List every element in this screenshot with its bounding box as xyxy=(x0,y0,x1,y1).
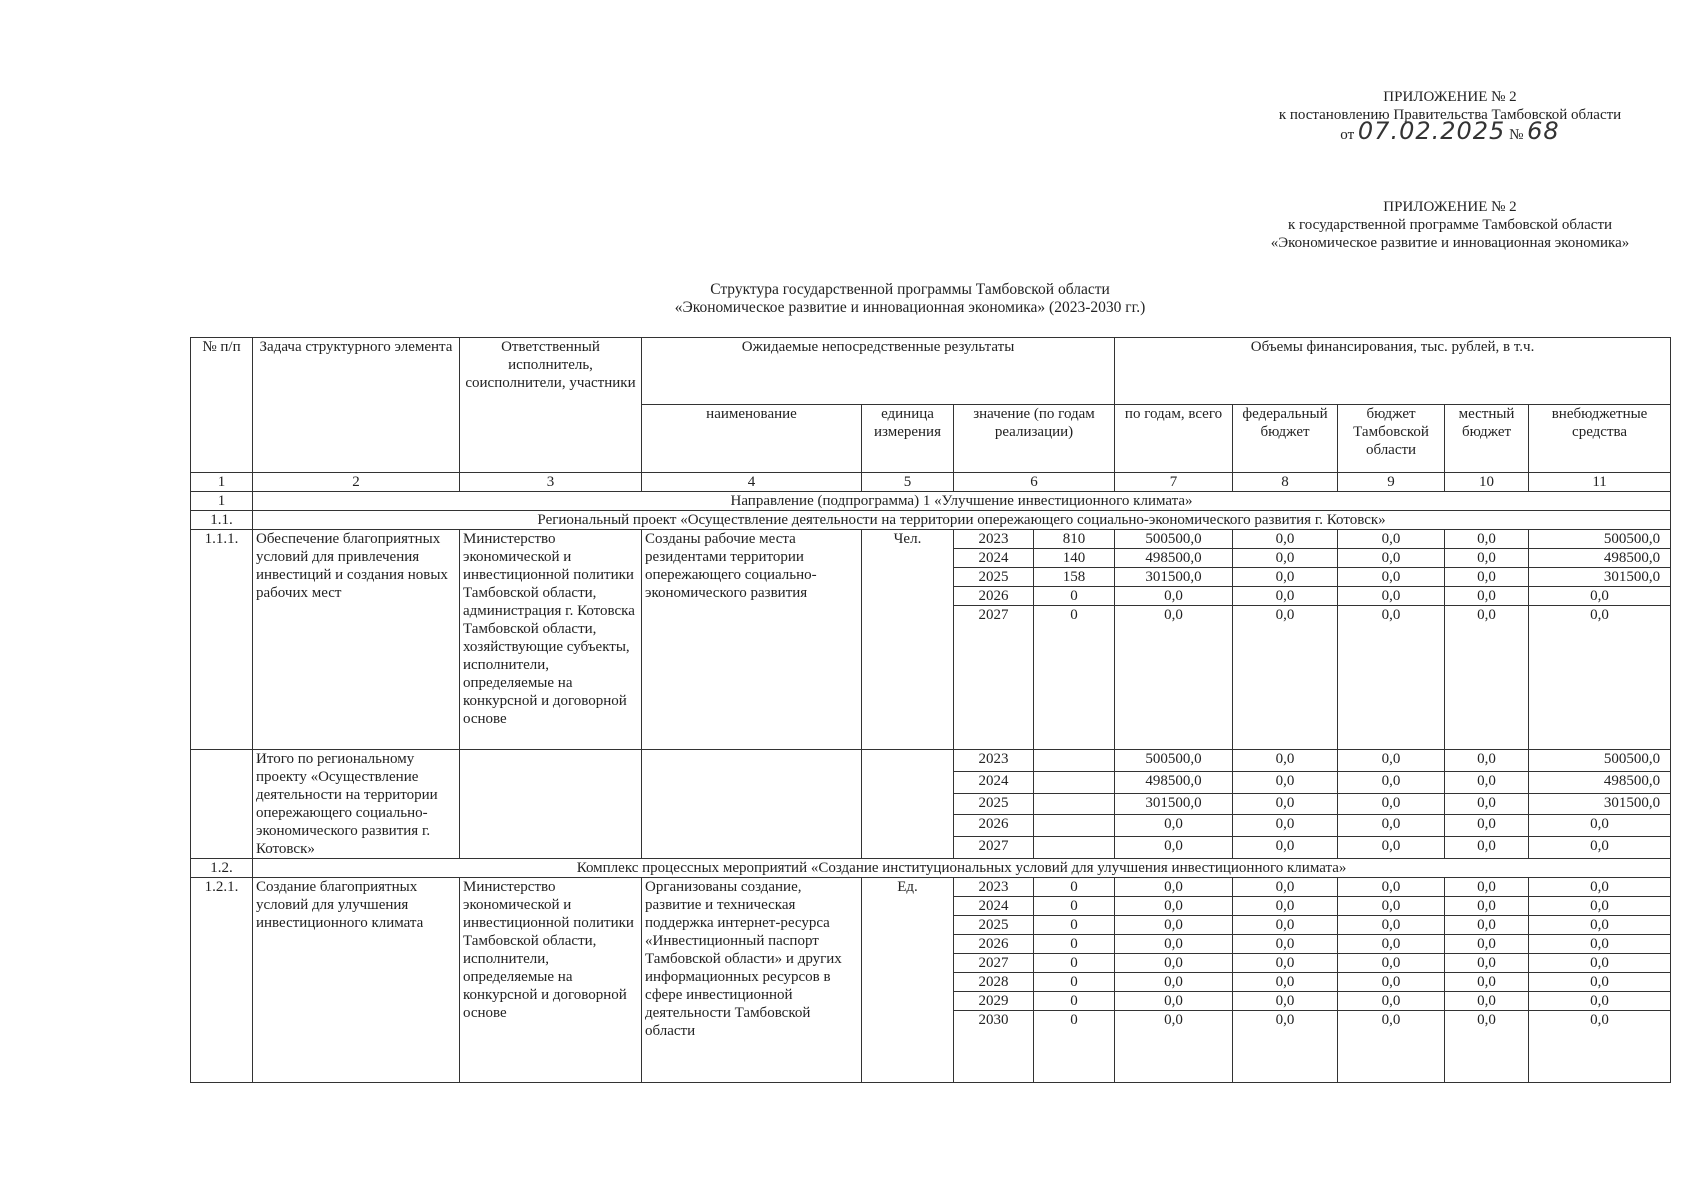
local-cell: 0,0 xyxy=(1445,837,1529,859)
extra-cell: 0,0 xyxy=(1529,837,1671,859)
title-line-2: «Экономическое развитие и инновационная экономика» (2023-2030 гг.) xyxy=(674,299,1146,316)
federal-cell: 0,0 xyxy=(1233,878,1338,897)
extra-cell: 0,0 xyxy=(1529,935,1671,954)
regional-cell: 0,0 xyxy=(1338,992,1445,1011)
total-cell: 500500,0 xyxy=(1115,750,1233,772)
federal-cell: 0,0 xyxy=(1233,750,1338,772)
extra-cell: 301500,0 xyxy=(1529,568,1671,587)
program-structure-table xyxy=(190,337,1671,1083)
regional-cell: 0,0 xyxy=(1338,916,1445,935)
total-cell: 0,0 xyxy=(1115,815,1233,837)
regional-cell: 0,0 xyxy=(1338,837,1445,859)
federal-cell: 0,0 xyxy=(1233,793,1338,815)
regional-cell: 0,0 xyxy=(1338,793,1445,815)
regional-cell: 0,0 xyxy=(1338,568,1445,587)
approval-header-program xyxy=(1235,198,1665,252)
handwritten-number: 68 xyxy=(1527,117,1560,145)
federal-cell: 0,0 xyxy=(1233,549,1338,568)
total-cell: 0,0 xyxy=(1115,954,1233,973)
federal-cell: 0,0 xyxy=(1233,992,1338,1011)
header-num: № п/п xyxy=(191,338,253,473)
row-result: Организованы создание, развитие и техническая поддержка интернет-ресурса «Инвестиционный паспорт Тамбовской области» и других информационных ресурсов в сфере инвестиционной деятельности Тамбовской области xyxy=(642,878,862,1083)
local-cell: 0,0 xyxy=(1445,897,1529,916)
value-cell: 0 xyxy=(1034,916,1115,935)
extra-cell: 0,0 xyxy=(1529,954,1671,973)
value-cell xyxy=(1034,815,1115,837)
header-financing: Объемы финансирования, тыс. рублей, в т.ч. xyxy=(1115,338,1671,405)
section-title: Региональный проект «Осуществление деятельности на территории опережающего социально-экономического развития г. Котовск» xyxy=(253,511,1671,530)
column-number: 6 xyxy=(954,473,1115,492)
extra-cell: 0,0 xyxy=(1529,916,1671,935)
section-num: 1.2. xyxy=(191,859,253,878)
total-cell: 498500,0 xyxy=(1115,549,1233,568)
value-cell: 158 xyxy=(1034,568,1115,587)
extra-cell: 498500,0 xyxy=(1529,771,1671,793)
total-cell: 0,0 xyxy=(1115,1011,1233,1083)
value-cell: 0 xyxy=(1034,606,1115,750)
row-num: 1.1.1. xyxy=(191,530,253,750)
local-cell: 0,0 xyxy=(1445,587,1529,606)
title-line-1: Структура государственной программы Тамбовской области xyxy=(710,281,1110,298)
row-task: Обеспечение благоприятных условий для привлечения инвестиций и создания новых рабочих мест xyxy=(253,530,460,750)
total-cell: 0,0 xyxy=(1115,935,1233,954)
year-cell: 2023 xyxy=(954,530,1034,549)
table-row xyxy=(191,878,1671,897)
appendix-label: ПРИЛОЖЕНИЕ № 2 xyxy=(1383,89,1517,105)
local-cell: 0,0 xyxy=(1445,549,1529,568)
year-cell: 2023 xyxy=(954,750,1034,772)
local-cell: 0,0 xyxy=(1445,992,1529,1011)
direction-num: 1 xyxy=(191,492,253,511)
year-cell: 2025 xyxy=(954,568,1034,587)
value-cell: 0 xyxy=(1034,954,1115,973)
total-cell: 0,0 xyxy=(1115,973,1233,992)
header-unit: единица измерения xyxy=(862,405,954,473)
appendix-label-2: ПРИЛОЖЕНИЕ № 2 xyxy=(1383,199,1517,215)
row-unit: Ед. xyxy=(862,878,954,1083)
local-cell: 0,0 xyxy=(1445,750,1529,772)
local-cell: 0,0 xyxy=(1445,973,1529,992)
local-cell: 0,0 xyxy=(1445,815,1529,837)
extra-cell: 0,0 xyxy=(1529,606,1671,750)
year-cell: 2025 xyxy=(954,793,1034,815)
number-prefix: № xyxy=(1509,127,1524,143)
local-cell: 0,0 xyxy=(1445,1011,1529,1083)
regional-cell: 0,0 xyxy=(1338,935,1445,954)
column-number: 8 xyxy=(1233,473,1338,492)
handwritten-date: 07.02.2025 xyxy=(1357,117,1506,145)
column-number: 3 xyxy=(460,473,642,492)
total-cell: 498500,0 xyxy=(1115,771,1233,793)
federal-cell: 0,0 xyxy=(1233,606,1338,750)
column-number: 11 xyxy=(1529,473,1671,492)
year-cell: 2024 xyxy=(954,549,1034,568)
total-cell: 0,0 xyxy=(1115,916,1233,935)
value-cell xyxy=(1034,771,1115,793)
regional-cell: 0,0 xyxy=(1338,1011,1445,1083)
year-cell: 2029 xyxy=(954,992,1034,1011)
section-num: 1.1. xyxy=(191,511,253,530)
program-name: «Экономическое развитие и инновационная экономика» xyxy=(1270,235,1630,251)
regional-cell: 0,0 xyxy=(1338,606,1445,750)
extra-cell: 0,0 xyxy=(1529,1011,1671,1083)
header-task: Задача структурного элемента xyxy=(253,338,460,473)
regional-cell: 0,0 xyxy=(1338,587,1445,606)
total-unit xyxy=(862,750,954,859)
row-result: Созданы рабочие места резидентами территории опережающего социально-экономического развития xyxy=(642,530,862,750)
column-number: 5 xyxy=(862,473,954,492)
federal-cell: 0,0 xyxy=(1233,815,1338,837)
resolution-date-line xyxy=(1240,117,1660,145)
row-unit: Чел. xyxy=(862,530,954,750)
value-cell: 0 xyxy=(1034,1011,1115,1083)
federal-cell: 0,0 xyxy=(1233,530,1338,549)
row-executor: Министерство экономической и инвестиционной политики Тамбовской области, исполнители, определяемые на конкурсной и договорной основе xyxy=(460,878,642,1083)
total-cell: 0,0 xyxy=(1115,992,1233,1011)
resolution-reference: к постановлению Правительства Тамбовской области xyxy=(1278,107,1622,123)
extra-cell: 500500,0 xyxy=(1529,530,1671,549)
direction-row xyxy=(191,492,1671,511)
value-cell xyxy=(1034,837,1115,859)
value-cell xyxy=(1034,750,1115,772)
local-cell: 0,0 xyxy=(1445,935,1529,954)
value-cell: 0 xyxy=(1034,973,1115,992)
federal-cell: 0,0 xyxy=(1233,587,1338,606)
column-number: 7 xyxy=(1115,473,1233,492)
regional-cell: 0,0 xyxy=(1338,878,1445,897)
value-cell: 0 xyxy=(1034,878,1115,897)
header-total: по годам, всего xyxy=(1115,405,1233,473)
total-cell: 500500,0 xyxy=(1115,530,1233,549)
extra-cell: 498500,0 xyxy=(1529,549,1671,568)
year-cell: 2024 xyxy=(954,771,1034,793)
header-extra: внебюджетные средства xyxy=(1529,405,1671,473)
federal-cell: 0,0 xyxy=(1233,954,1338,973)
year-cell: 2025 xyxy=(954,916,1034,935)
extra-cell: 500500,0 xyxy=(1529,750,1671,772)
extra-cell: 0,0 xyxy=(1529,992,1671,1011)
extra-cell: 0,0 xyxy=(1529,815,1671,837)
total-cell: 301500,0 xyxy=(1115,568,1233,587)
federal-cell: 0,0 xyxy=(1233,568,1338,587)
extra-cell: 0,0 xyxy=(1529,973,1671,992)
local-cell: 0,0 xyxy=(1445,771,1529,793)
total-row xyxy=(191,750,1671,772)
federal-cell: 0,0 xyxy=(1233,973,1338,992)
value-cell: 0 xyxy=(1034,935,1115,954)
regional-cell: 0,0 xyxy=(1338,530,1445,549)
document-title xyxy=(560,281,1260,317)
year-cell: 2027 xyxy=(954,837,1034,859)
year-cell: 2023 xyxy=(954,878,1034,897)
extra-cell: 0,0 xyxy=(1529,878,1671,897)
date-prefix: от xyxy=(1340,127,1355,143)
year-cell: 2027 xyxy=(954,954,1034,973)
extra-cell: 301500,0 xyxy=(1529,793,1671,815)
value-cell: 810 xyxy=(1034,530,1115,549)
program-reference: к государственной программе Тамбовской области xyxy=(1287,217,1613,233)
column-number: 9 xyxy=(1338,473,1445,492)
total-cell: 0,0 xyxy=(1115,878,1233,897)
approval-header-government xyxy=(1240,88,1660,144)
year-cell: 2026 xyxy=(954,935,1034,954)
regional-cell: 0,0 xyxy=(1338,549,1445,568)
total-result xyxy=(642,750,862,859)
header-results: Ожидаемые непосредственные результаты xyxy=(642,338,1115,405)
federal-cell: 0,0 xyxy=(1233,837,1338,859)
value-cell: 0 xyxy=(1034,587,1115,606)
local-cell: 0,0 xyxy=(1445,568,1529,587)
header-local: местный бюджет xyxy=(1445,405,1529,473)
extra-cell: 0,0 xyxy=(1529,587,1671,606)
local-cell: 0,0 xyxy=(1445,530,1529,549)
table-row xyxy=(191,530,1671,549)
total-label: Итого по региональному проекту «Осуществление деятельности на территории опережающего социально-экономического развития г. Котовск» xyxy=(253,750,460,859)
section-title: Комплекс процессных мероприятий «Создание институциональных условий для улучшения инвестиционного климата» xyxy=(253,859,1671,878)
local-cell: 0,0 xyxy=(1445,878,1529,897)
year-cell: 2028 xyxy=(954,973,1034,992)
row-num: 1.2.1. xyxy=(191,878,253,1083)
column-number: 10 xyxy=(1445,473,1529,492)
year-cell: 2024 xyxy=(954,897,1034,916)
federal-cell: 0,0 xyxy=(1233,935,1338,954)
section-row xyxy=(191,859,1671,878)
regional-cell: 0,0 xyxy=(1338,771,1445,793)
local-cell: 0,0 xyxy=(1445,916,1529,935)
local-cell: 0,0 xyxy=(1445,954,1529,973)
column-number-row xyxy=(191,473,1671,492)
value-cell: 0 xyxy=(1034,897,1115,916)
year-cell: 2026 xyxy=(954,815,1034,837)
row-task: Создание благоприятных условий для улучшения инвестиционного климата xyxy=(253,878,460,1083)
local-cell: 0,0 xyxy=(1445,606,1529,750)
value-cell: 0 xyxy=(1034,992,1115,1011)
total-cell: 0,0 xyxy=(1115,837,1233,859)
extra-cell: 0,0 xyxy=(1529,897,1671,916)
header-executor: Ответственный исполнитель, соисполнители, участники xyxy=(460,338,642,473)
total-num xyxy=(191,750,253,859)
value-cell xyxy=(1034,793,1115,815)
direction-title: Направление (подпрограмма) 1 «Улучшение инвестиционного климата» xyxy=(253,492,1671,511)
regional-cell: 0,0 xyxy=(1338,815,1445,837)
total-cell: 301500,0 xyxy=(1115,793,1233,815)
header-result-name: наименование xyxy=(642,405,862,473)
regional-cell: 0,0 xyxy=(1338,954,1445,973)
regional-cell: 0,0 xyxy=(1338,973,1445,992)
header-federal: федеральный бюджет xyxy=(1233,405,1338,473)
column-number: 1 xyxy=(191,473,253,492)
total-cell: 0,0 xyxy=(1115,587,1233,606)
federal-cell: 0,0 xyxy=(1233,771,1338,793)
federal-cell: 0,0 xyxy=(1233,897,1338,916)
regional-cell: 0,0 xyxy=(1338,897,1445,916)
year-cell: 2030 xyxy=(954,1011,1034,1083)
column-number: 4 xyxy=(642,473,862,492)
section-row xyxy=(191,511,1671,530)
value-cell: 140 xyxy=(1034,549,1115,568)
total-executor xyxy=(460,750,642,859)
local-cell: 0,0 xyxy=(1445,793,1529,815)
year-cell: 2026 xyxy=(954,587,1034,606)
federal-cell: 0,0 xyxy=(1233,1011,1338,1083)
column-number: 2 xyxy=(253,473,460,492)
federal-cell: 0,0 xyxy=(1233,916,1338,935)
row-executor: Министерство экономической и инвестиционной политики Тамбовской области, администрация г. Котовска Тамбовской области, хозяйствующие субъекты, исполнители, определяемые на конкурсной и договорной основе xyxy=(460,530,642,750)
header-regional: бюджет Тамбовской области xyxy=(1338,405,1445,473)
year-cell: 2027 xyxy=(954,606,1034,750)
total-cell: 0,0 xyxy=(1115,606,1233,750)
total-cell: 0,0 xyxy=(1115,897,1233,916)
header-value: значение (по годам реализации) xyxy=(954,405,1115,473)
regional-cell: 0,0 xyxy=(1338,750,1445,772)
